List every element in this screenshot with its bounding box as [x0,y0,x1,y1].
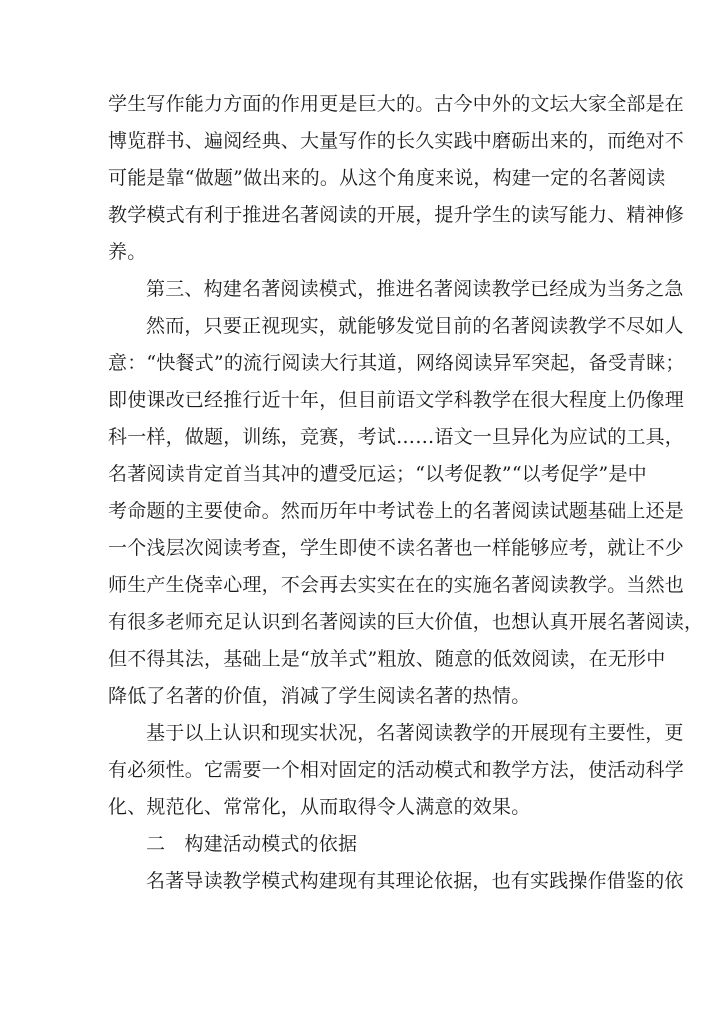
paragraph-basis [108,863,684,900]
paragraph-continuation [108,86,685,271]
text-line: 有很多老师充足认识到名著阅读的巨大价值，也想认真开展名著阅读， [108,611,704,633]
text-line: 但不得其法，基础上是“放羊式”粗放、随意的低效阅读，在无形中 [108,648,666,670]
section-heading-line: 二 构建活动模式的依据 [146,833,358,855]
text-line: 基于以上认识和现实状况，名著阅读教学的开展现有主要性，更 [146,722,684,744]
paragraph-reality [108,308,704,715]
text-line: 学生写作能力方面的作用更是巨大的。古今中外的文坛大家全部是在 [108,93,685,115]
text-line: 师生产生侥幸心理，不会再去实实在在的实施名著阅读教学。当然也 [108,574,685,596]
text-line: 一个浅层次阅读考查，学生即使不读名著也一样能够应考，就让不少 [108,537,685,559]
text-line: 即使课改已经推行近十年，但目前语文学科教学在很大程度上仍像理 [108,389,685,411]
section-heading-two [108,826,612,863]
text-line: 然而，只要正视现实，就能够发觉目前的名著阅读教学不尽如人 [146,315,684,337]
paragraph-necessity [108,715,685,826]
text-line: 意：“快餐式”的流行阅读大行其道，网络阅读异军突起，备受青睐； [108,352,685,374]
text-line: 科一样，做题，训练，竞赛，考试……语文一旦异化为应试的工具， [108,426,685,448]
body-text [108,86,704,900]
section-heading-line: 第三、构建名著阅读模式，推进名著阅读教学已经成为当务之急 [146,278,684,300]
text-line: 可能是靠“做题”做出来的。从这个角度来说，构建一定的名著阅读 [108,167,666,189]
text-line: 名著导读教学模式构建现有其理论依据，也有实践操作借鉴的依 [146,870,684,892]
text-line: 博览群书、遍阅经典、大量写作的长久实践中磨砺出来的，而绝对不 [108,130,685,152]
text-line: 名著阅读肯定首当其冲的遭受厄运；“以考促教”“以考促学”是中 [108,463,647,485]
text-line: 降低了名著的价值，消减了学生阅读名著的热情。 [108,685,531,707]
text-line: 有必须性。它需要一个相对固定的活动模式和教学方法，使活动科学 [108,759,685,781]
text-line: 养。 [108,241,147,263]
text-line: 化、规范化、常常化，从而取得令人满意的效果。 [108,796,531,818]
text-line: 考命题的主要使命。然而历年中考试卷上的名著阅读试题基础上还是 [108,500,685,522]
text-line: 教学模式有利于推进名著阅读的开展，提升学生的读写能力、精神修 [108,204,685,226]
section-heading-third [108,271,684,308]
